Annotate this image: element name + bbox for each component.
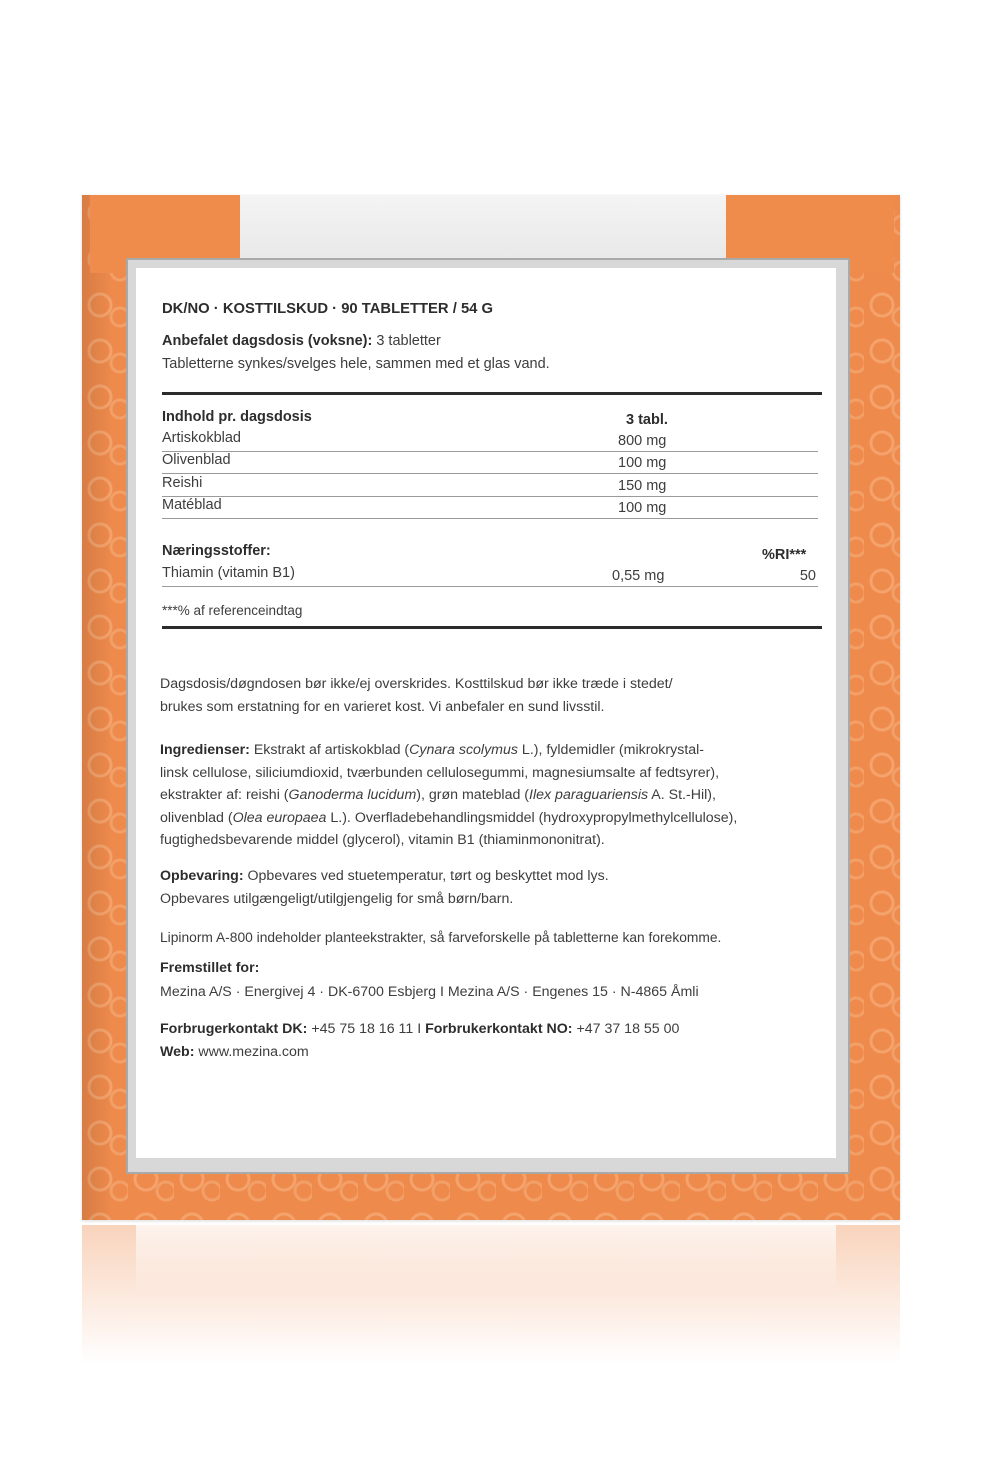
ingredient-name: Reishi	[162, 475, 203, 491]
ingredient-name: Olivenblad	[162, 452, 231, 468]
latin-name: Ganoderma lucidum	[288, 787, 417, 803]
ingredients-line: fugtighedsbevarende middel (glycerol), vitamin B1 (thiaminmononitrat).	[160, 832, 605, 848]
dk-contact-value: +45 75 18 16 11 I	[307, 1021, 426, 1037]
ingredients-line	[160, 739, 822, 762]
no-contact-label: Forbrukerkontakt NO:	[425, 1021, 573, 1037]
ingredients-line	[160, 784, 822, 807]
warning-line: brukes som erstatning for en varieret kost. Vi anbefaler en sund livsstil.	[160, 698, 605, 715]
table-row	[162, 475, 818, 497]
ingredients-text	[160, 739, 822, 852]
ingredient-amount: 800 mg	[618, 433, 667, 449]
no-contact-value: +47 37 18 55 00	[572, 1021, 680, 1037]
ingredients-line	[160, 807, 822, 830]
ri-footnote: ***% af referenceindtag	[162, 603, 303, 618]
label-reflection	[136, 1225, 836, 1295]
ingredients-fragment: ekstrakter af: reishi (	[160, 787, 289, 803]
row-rule	[162, 473, 818, 474]
ingredient-name: Matéblad	[162, 497, 222, 513]
nutrients-heading: Næringsstoffer:	[162, 543, 271, 559]
contact-web-line	[160, 1041, 822, 1064]
manufacturer-address: Mezina A/S · Energivej 4 · DK-6700 Esbjerg I Mezina A/S · Engenes 15 · N-4865 Åmli	[160, 983, 699, 1000]
nutrient-amount: 0,55 mg	[612, 568, 665, 584]
ingredients-fragment: ), grøn mateblad (	[416, 787, 530, 803]
nutrient-name: Thiamin (vitamin B1)	[162, 565, 295, 581]
ingredients-fragment: L.), fyldemidler (mikrokrystal-	[517, 742, 705, 758]
dose-label: Anbefalet dagsdosis (voksne):	[162, 333, 373, 349]
dose-value: 3 tabletter	[372, 333, 441, 349]
nutrient-ri: 50	[799, 568, 816, 584]
table-row	[162, 430, 818, 452]
latin-name: Olea europaea	[232, 809, 327, 826]
table-row	[162, 497, 818, 519]
divider-top	[162, 392, 822, 395]
contact-phone-line	[160, 1018, 822, 1041]
product-header: DK/NO · KOSTTILSKUD · 90 TABLETTER / 54 G	[162, 301, 494, 317]
manufacturer-text	[160, 957, 822, 1003]
ingredients-fragment: Ekstrakt af artiskokblad (	[249, 742, 410, 758]
contact-text	[160, 1018, 822, 1063]
table-row	[162, 452, 818, 474]
latin-name: Ilex paraguariensis	[529, 787, 649, 803]
dose-line	[162, 333, 441, 349]
ingredient-name: Artiskokblad	[162, 430, 241, 446]
content-heading: Indhold pr. dagsdosis	[162, 409, 312, 425]
ingredients-fragment: olivenblad (	[160, 809, 233, 826]
box-side-shadow	[82, 195, 112, 1220]
ingredient-amount: 150 mg	[618, 478, 667, 494]
storage-line	[160, 865, 822, 888]
dk-contact-label: Forbrugerkontakt DK:	[160, 1021, 308, 1037]
storage-line: Opbevares utilgængeligt/utilgjengelig for små børn/barn.	[160, 890, 514, 907]
divider-bottom	[162, 626, 822, 629]
ingredients-label: Ingredienser:	[160, 742, 250, 758]
ingredients-fragment: A. St.-Hil),	[648, 787, 716, 803]
content-column-header: 3 tabl.	[626, 412, 668, 428]
manufacturer-label: Fremstillet for:	[160, 960, 260, 976]
row-rule	[162, 586, 818, 587]
ingredient-amount: 100 mg	[618, 455, 667, 471]
latin-name: Cynara scolymus	[409, 742, 518, 758]
storage-label: Opbevaring:	[160, 868, 244, 884]
dose-note: Tabletterne synkes/svelges hele, sammen med et glas vand.	[162, 356, 550, 372]
table-row	[162, 565, 818, 587]
color-variation-note: Lipinorm A-800 indeholder planteekstrakter, så farveforskelle på tabletterne kan forekomme.	[160, 930, 722, 945]
storage-text	[160, 865, 822, 910]
web-label: Web:	[160, 1043, 195, 1060]
ingredients-line: linsk cellulose, siliciumdioxid, tværbunden cellulosegummi, magnesiumsalte af fedtsyrer),	[160, 764, 720, 781]
ingredient-amount: 100 mg	[618, 500, 667, 516]
ingredients-fragment: L.). Overfladebehandlingsmiddel (hydroxypropylmethylcellulose),	[326, 809, 738, 826]
warning-text	[160, 673, 822, 718]
storage-fragment: Opbevares ved stuetemperatur, tørt og beskyttet mod lys.	[243, 868, 609, 884]
ri-heading: %RI***	[762, 547, 807, 563]
web-value: www.mezina.com	[194, 1043, 309, 1060]
row-rule	[162, 518, 818, 519]
warning-line: Dagsdosis/døgndosen bør ikke/ej overskrides. Kosttilskud bør ikke træde i stedet/	[160, 676, 673, 692]
